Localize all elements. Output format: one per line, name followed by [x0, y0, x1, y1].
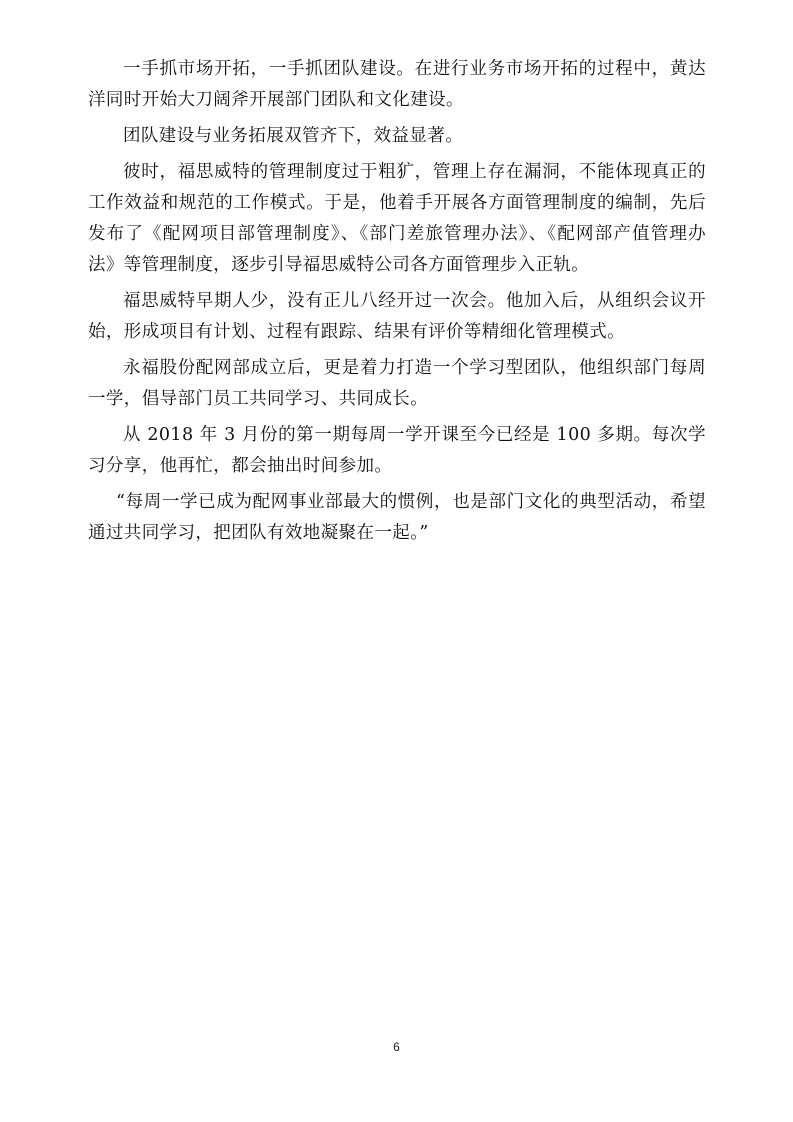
paragraph: 从 2018 年 3 月份的第一期每周一学开课至今已经是 100 多期。每次学习分享，他再忙，都会抽出时间参加。: [88, 425, 706, 476]
paragraph: 永福股份配网部成立后，更是着力打造一个学习型团队，他组织部门每周一学，倡导部门员工共同学习、共同成长。: [88, 358, 706, 409]
quote-paragraph: “每周一学已成为配网事业部最大的惯例，也是部门文化的典型活动，希望通过共同学习，把团队有效地凝聚在一起。”: [88, 492, 706, 543]
paragraph: 福思威特早期人少，没有正儿八经开过一次会。他加入后，从组织会议开始，形成项目有计划、过程有跟踪、结果有评价等精细化管理模式。: [88, 291, 706, 342]
paragraph: 一手抓市场开拓，一手抓团队建设。在进行业务市场开拓的过程中，黄达洋同时开始大刀阔斧开展部门团队和文化建设。: [88, 59, 706, 110]
body-text: [88, 54, 706, 554]
paragraph: 彼时，福思威特的管理制度过于粗犷，管理上存在漏洞，不能体现真正的工作效益和规范的工作模式。于是，他着手开展各方面管理制度的编制，先后发布了《配网项目部管理制度》、《部门差旅管理办法》、《配网部产值管理办法》等管理制度，逐步引导福思威特公司各方面管理步入正轨。: [88, 162, 706, 275]
paragraph: 团队建设与业务拓展双管齐下，效益显著。: [123, 126, 464, 146]
page-number: 6: [393, 1040, 400, 1054]
